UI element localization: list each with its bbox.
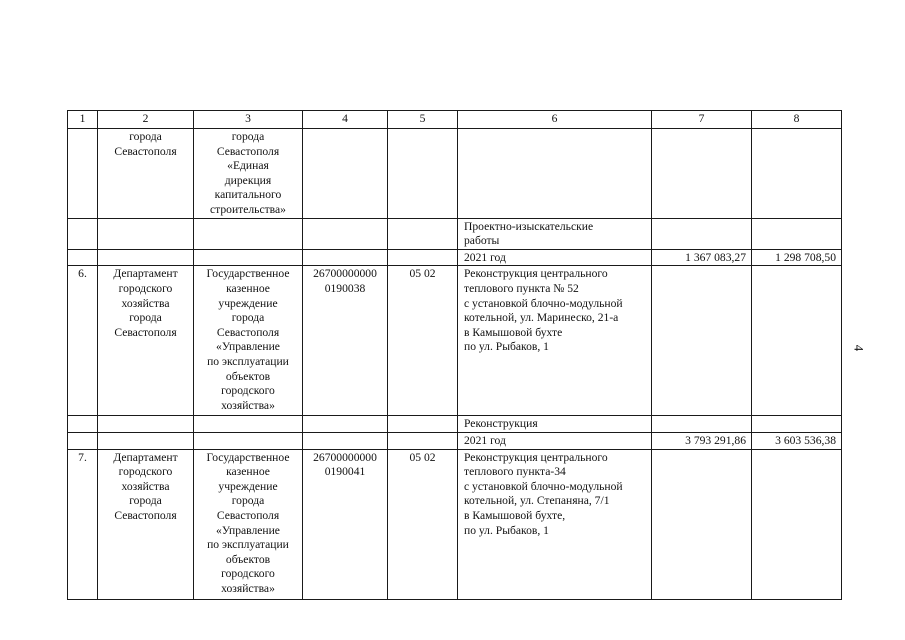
work-type-cell: Проектно-изыскательские работы [458, 218, 652, 249]
code-cell: 26700000000 0190038 [303, 266, 388, 416]
header-cell-2: 2 [98, 111, 194, 129]
table-row [68, 416, 842, 433]
table-row [68, 449, 842, 599]
org-cell: Государственное казенное учреждение города Севастополя «Управление по эксплуатации объектов городского хозяйства» [194, 266, 303, 416]
table-row [68, 129, 842, 219]
amount-cell-7: 3 793 291,86 [652, 432, 752, 449]
header-cell-3: 3 [194, 111, 303, 129]
header-cell-8: 8 [752, 111, 842, 129]
header-row [68, 111, 842, 129]
header-cell-7: 7 [652, 111, 752, 129]
header-cell-1: 1 [68, 111, 98, 129]
code-cell: 26700000000 0190041 [303, 449, 388, 599]
table-row [68, 432, 842, 449]
header-cell-5: 5 [388, 111, 458, 129]
year-cell: 2021 год [458, 432, 652, 449]
amount-cell-8: 1 298 708,50 [752, 249, 842, 266]
org-cell: Государственное казенное учреждение города Севастополя «Управление по эксплуатации объектов городского хозяйства» [194, 449, 303, 599]
object-cell: Реконструкция центрального теплового пункта-34 с установкой блочно-модульной котельной, ул. Степаняна, 7/1 в Камышовой бухте, по ул. Рыбаков, 1 [458, 449, 652, 599]
year-cell: 2021 год [458, 249, 652, 266]
amount-cell-8: 3 603 536,38 [752, 432, 842, 449]
dept-cell: Департамент городского хозяйства города Севастополя [98, 449, 194, 599]
dept-cell: города Севастополя [98, 129, 194, 219]
amount-cell-7: 1 367 083,27 [652, 249, 752, 266]
header-cell-4: 4 [303, 111, 388, 129]
section-cell: 05 02 [388, 449, 458, 599]
row-number: 7. [68, 449, 98, 599]
dept-cell: Департамент городского хозяйства города Севастополя [98, 266, 194, 416]
row-number: 6. [68, 266, 98, 416]
work-type-cell: Реконструкция [458, 416, 652, 433]
table-row [68, 218, 842, 249]
page-number: 4 [851, 344, 867, 352]
budget-table [67, 110, 842, 600]
object-cell: Реконструкция центрального теплового пункта № 52 с установкой блочно-модульной котельной, ул. Маринеско, 21-а в Камышовой бухте по ул. Рыбаков, 1 [458, 266, 652, 416]
table-row [68, 266, 842, 416]
header-cell-6: 6 [458, 111, 652, 129]
section-cell: 05 02 [388, 266, 458, 416]
table-row [68, 249, 842, 266]
org-cell: города Севастополя «Единая дирекция капитального строительства» [194, 129, 303, 219]
